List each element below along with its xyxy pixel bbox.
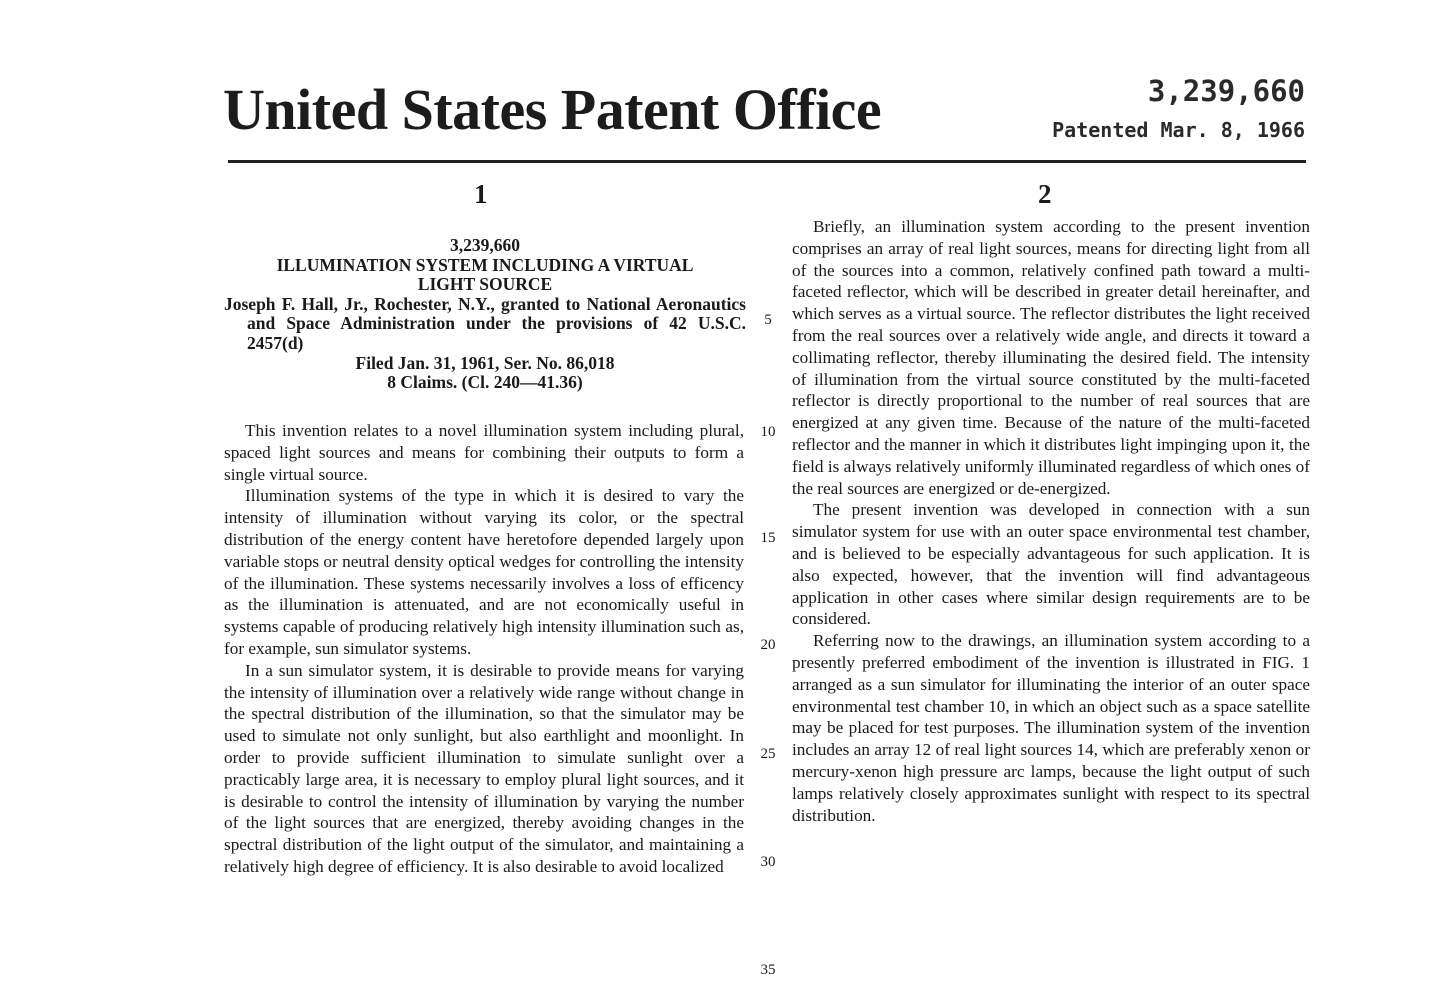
left-paragraph: This invention relates to a novel illumination system including plural, spaced light sources and means for combining their outputs to form a single virtual source.: [224, 421, 744, 484]
right-column-text: [792, 216, 1310, 826]
column-number-right: 2: [1038, 179, 1052, 209]
caption-title-line2: LIGHT SOURCE: [417, 274, 553, 295]
line-number: 30: [760, 854, 776, 870]
left-paragraph: In a sun simulator system, it is desirable to provide means for varying the intensity of illumination over a relatively wide range without change in the spectral distribution of the illumination, so that the simulator may be used to simulate not only sunlight, but also earthlight and moonlight. In order to provide sufficient illumination to simulate sunlight over a practicably large area, it is necessary to employ plural light sources, and it is desirable to control the intensity of illumination by varying the number of the light sources that are energized, thereby avoiding changes in the spectral distribution of the light output of the simulator, and maintaining a relatively high degree of efficiency. It is also desirable to avoid localized: [224, 660, 744, 876]
caption-number: 3,239,660: [450, 235, 520, 255]
caption-title-line1: ILLUMINATION SYSTEM INCLUDING A VIRTUAL: [276, 254, 694, 275]
line-number: 35: [760, 962, 776, 978]
left-column-text: [224, 420, 744, 878]
office-title: United States Patent Office: [223, 77, 882, 142]
line-number: 15: [760, 530, 776, 546]
column-number-left: 1: [474, 179, 488, 209]
line-number: 20: [760, 637, 776, 653]
right-paragraph: Briefly, an illumination system according to the present invention comprises an array of real light sources, means for directing light from all of the sources into a common, relatively confined path toward a multi-faceted reflector, which will be described in greater detail hereinafter, and which serves as a virtual source. The reflector distributes the light received from the real sources over a relatively wide angle, and directs it toward a collimating reflector, thereby illuminating the desired field. The intensity of illumination from the virtual source constituted by the multi-faceted reflector is directly proportional to the number of real sources that are energized at any given time. Because of the nature of the multi-faceted reflector and the manner in which it distributes light impinging upon it, the field is always relatively uniformly illuminated regardless of which ones of the real sources are energized or de-energized.: [792, 217, 1310, 498]
caption-filed: Filed Jan. 31, 1961, Ser. No. 86,018: [355, 352, 615, 373]
right-paragraph: Referring now to the drawings, an illumination system according to a presently preferred embodiment of the invention is illustrated in FIG. 1 arranged as a sun simulator for illuminating the interior of an outer space environmental test chamber 10, in which an object such as a space satellite may be placed for test purposes. The illumination system of the invention includes an array 12 of real light sources 14, which are preferably xenon or mercury-xenon high pressure arc lamps, because the light output of such lamps relatively closely approximates sunlight with respect to its spectral distribution.: [792, 631, 1310, 825]
patented-date: Patented Mar. 8, 1966: [1052, 118, 1305, 142]
patent-number: 3,239,660: [1147, 74, 1305, 108]
caption-inventor: Joseph F. Hall, Jr., Rochester, N.Y., granted to National Aeronautics and Space Administration under the provisions of 42 U.S.C. 2457(d): [224, 293, 746, 353]
line-numbers: [754, 0, 782, 990]
caption-claims: 8 Claims. (Cl. 240—41.36): [387, 372, 583, 393]
line-number: 10: [760, 424, 776, 440]
patent-caption: [224, 236, 746, 393]
line-number: 5: [764, 312, 772, 328]
left-paragraph: Illumination systems of the type in which it is desired to vary the intensity of illumination without varying its color, or the spectral distribution of the energy content have heretofore depended largely upon variable stops or neutral density optical wedges for controlling the intensity of the illumination. These systems necessarily involves a loss of efficency as the illumination is attenuated, and are not economically useful in systems capable of producing relatively high intensity illumination such as, for example, sun simulator systems.: [224, 486, 744, 658]
right-paragraph: The present invention was developed in connection with a sun simulator system for use with an outer space environmental test chamber, and is believed to be especially advantageous for such application. It is also expected, however, that the invention will find advantageous application in other cases where similar design requirements are to be considered.: [792, 500, 1310, 629]
line-number: 25: [760, 746, 776, 762]
